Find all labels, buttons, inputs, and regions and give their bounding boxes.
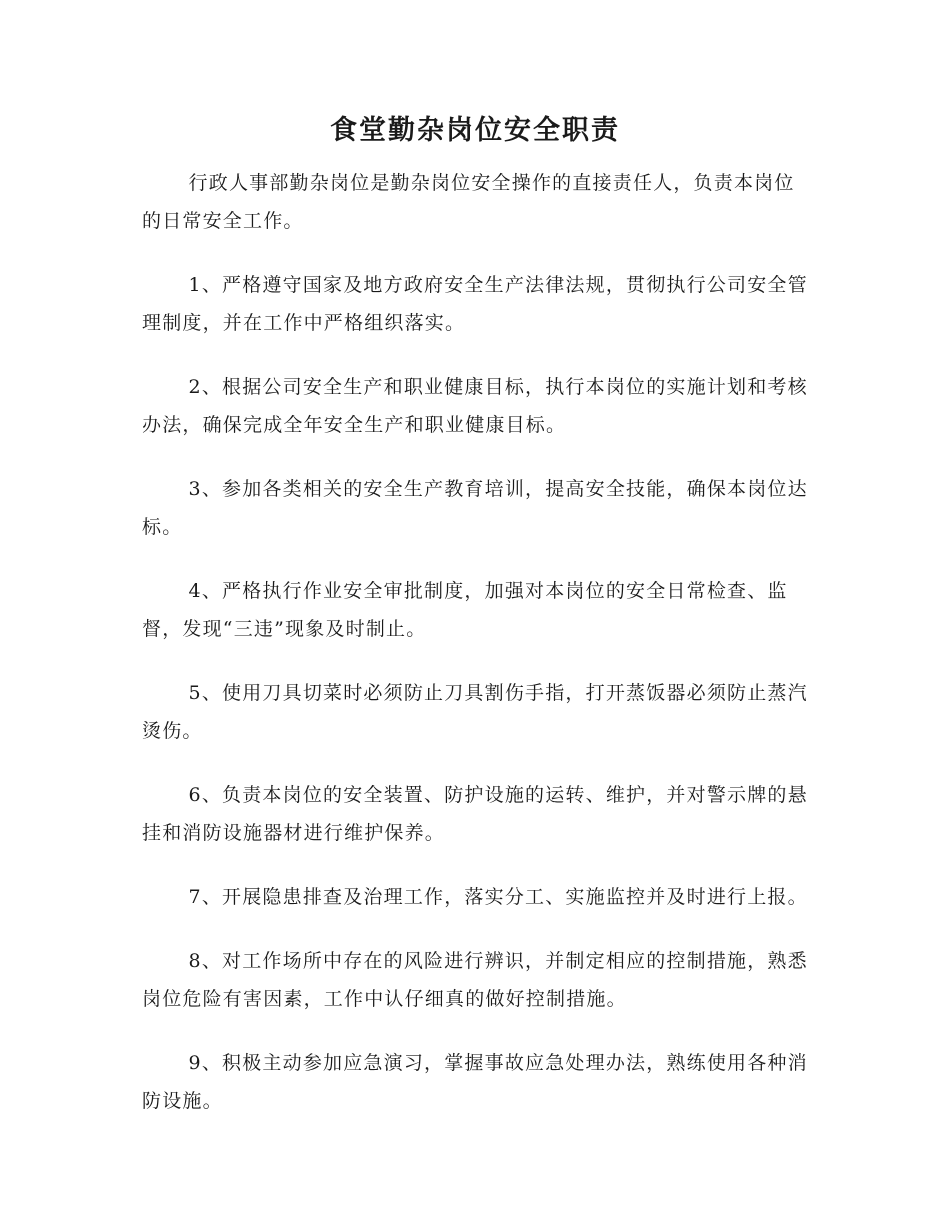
clause-item: 8、对工作场所中存在的风险进行辨识，并制定相应的控制措施，熟悉岗位危险有害因素，工作中认仔细真的做好控制措施。: [142, 950, 808, 1010]
document-title: 食堂勤杂岗位安全职责: [330, 115, 620, 146]
clause-item: 4、严格执行作业安全审批制度，加强对本岗位的安全日常检查、监督，发现“三违”现象及时制止。: [142, 580, 788, 640]
clause-item: 7、开展隐患排查及治理工作，落实分工、实施监控并及时进行上报。: [188, 886, 808, 908]
clause-item: 2、根据公司安全生产和职业健康目标，执行本岗位的实施计划和考核办法，确保完成全年安全生产和职业健康目标。: [142, 376, 808, 436]
clause-list: [142, 266, 808, 1120]
clause-item: 1、严格遵守国家及地方政府安全生产法律法规，贯彻执行公司安全管理制度，并在工作中严格组织落实。: [142, 274, 808, 334]
clause-item: 3、参加各类相关的安全生产教育培训，提高安全技能，确保本岗位达标。: [142, 478, 808, 538]
clause-item: 6、负责本岗位的安全装置、防护设施的运转、维护，并对警示牌的悬挂和消防设施器材进行维护保养。: [142, 784, 808, 844]
intro-paragraph: 行政人事部勤杂岗位是勤杂岗位安全操作的直接责任人，负责本岗位的日常安全工作。: [142, 172, 795, 232]
clause-item: 9、积极主动参加应急演习，掌握事故应急处理办法，熟练使用各种消防设施。: [142, 1052, 808, 1112]
clause-item: 5、使用刀具切菜时必须防止刀具割伤手指，打开蒸饭器必须防止蒸汽烫伤。: [142, 682, 808, 742]
